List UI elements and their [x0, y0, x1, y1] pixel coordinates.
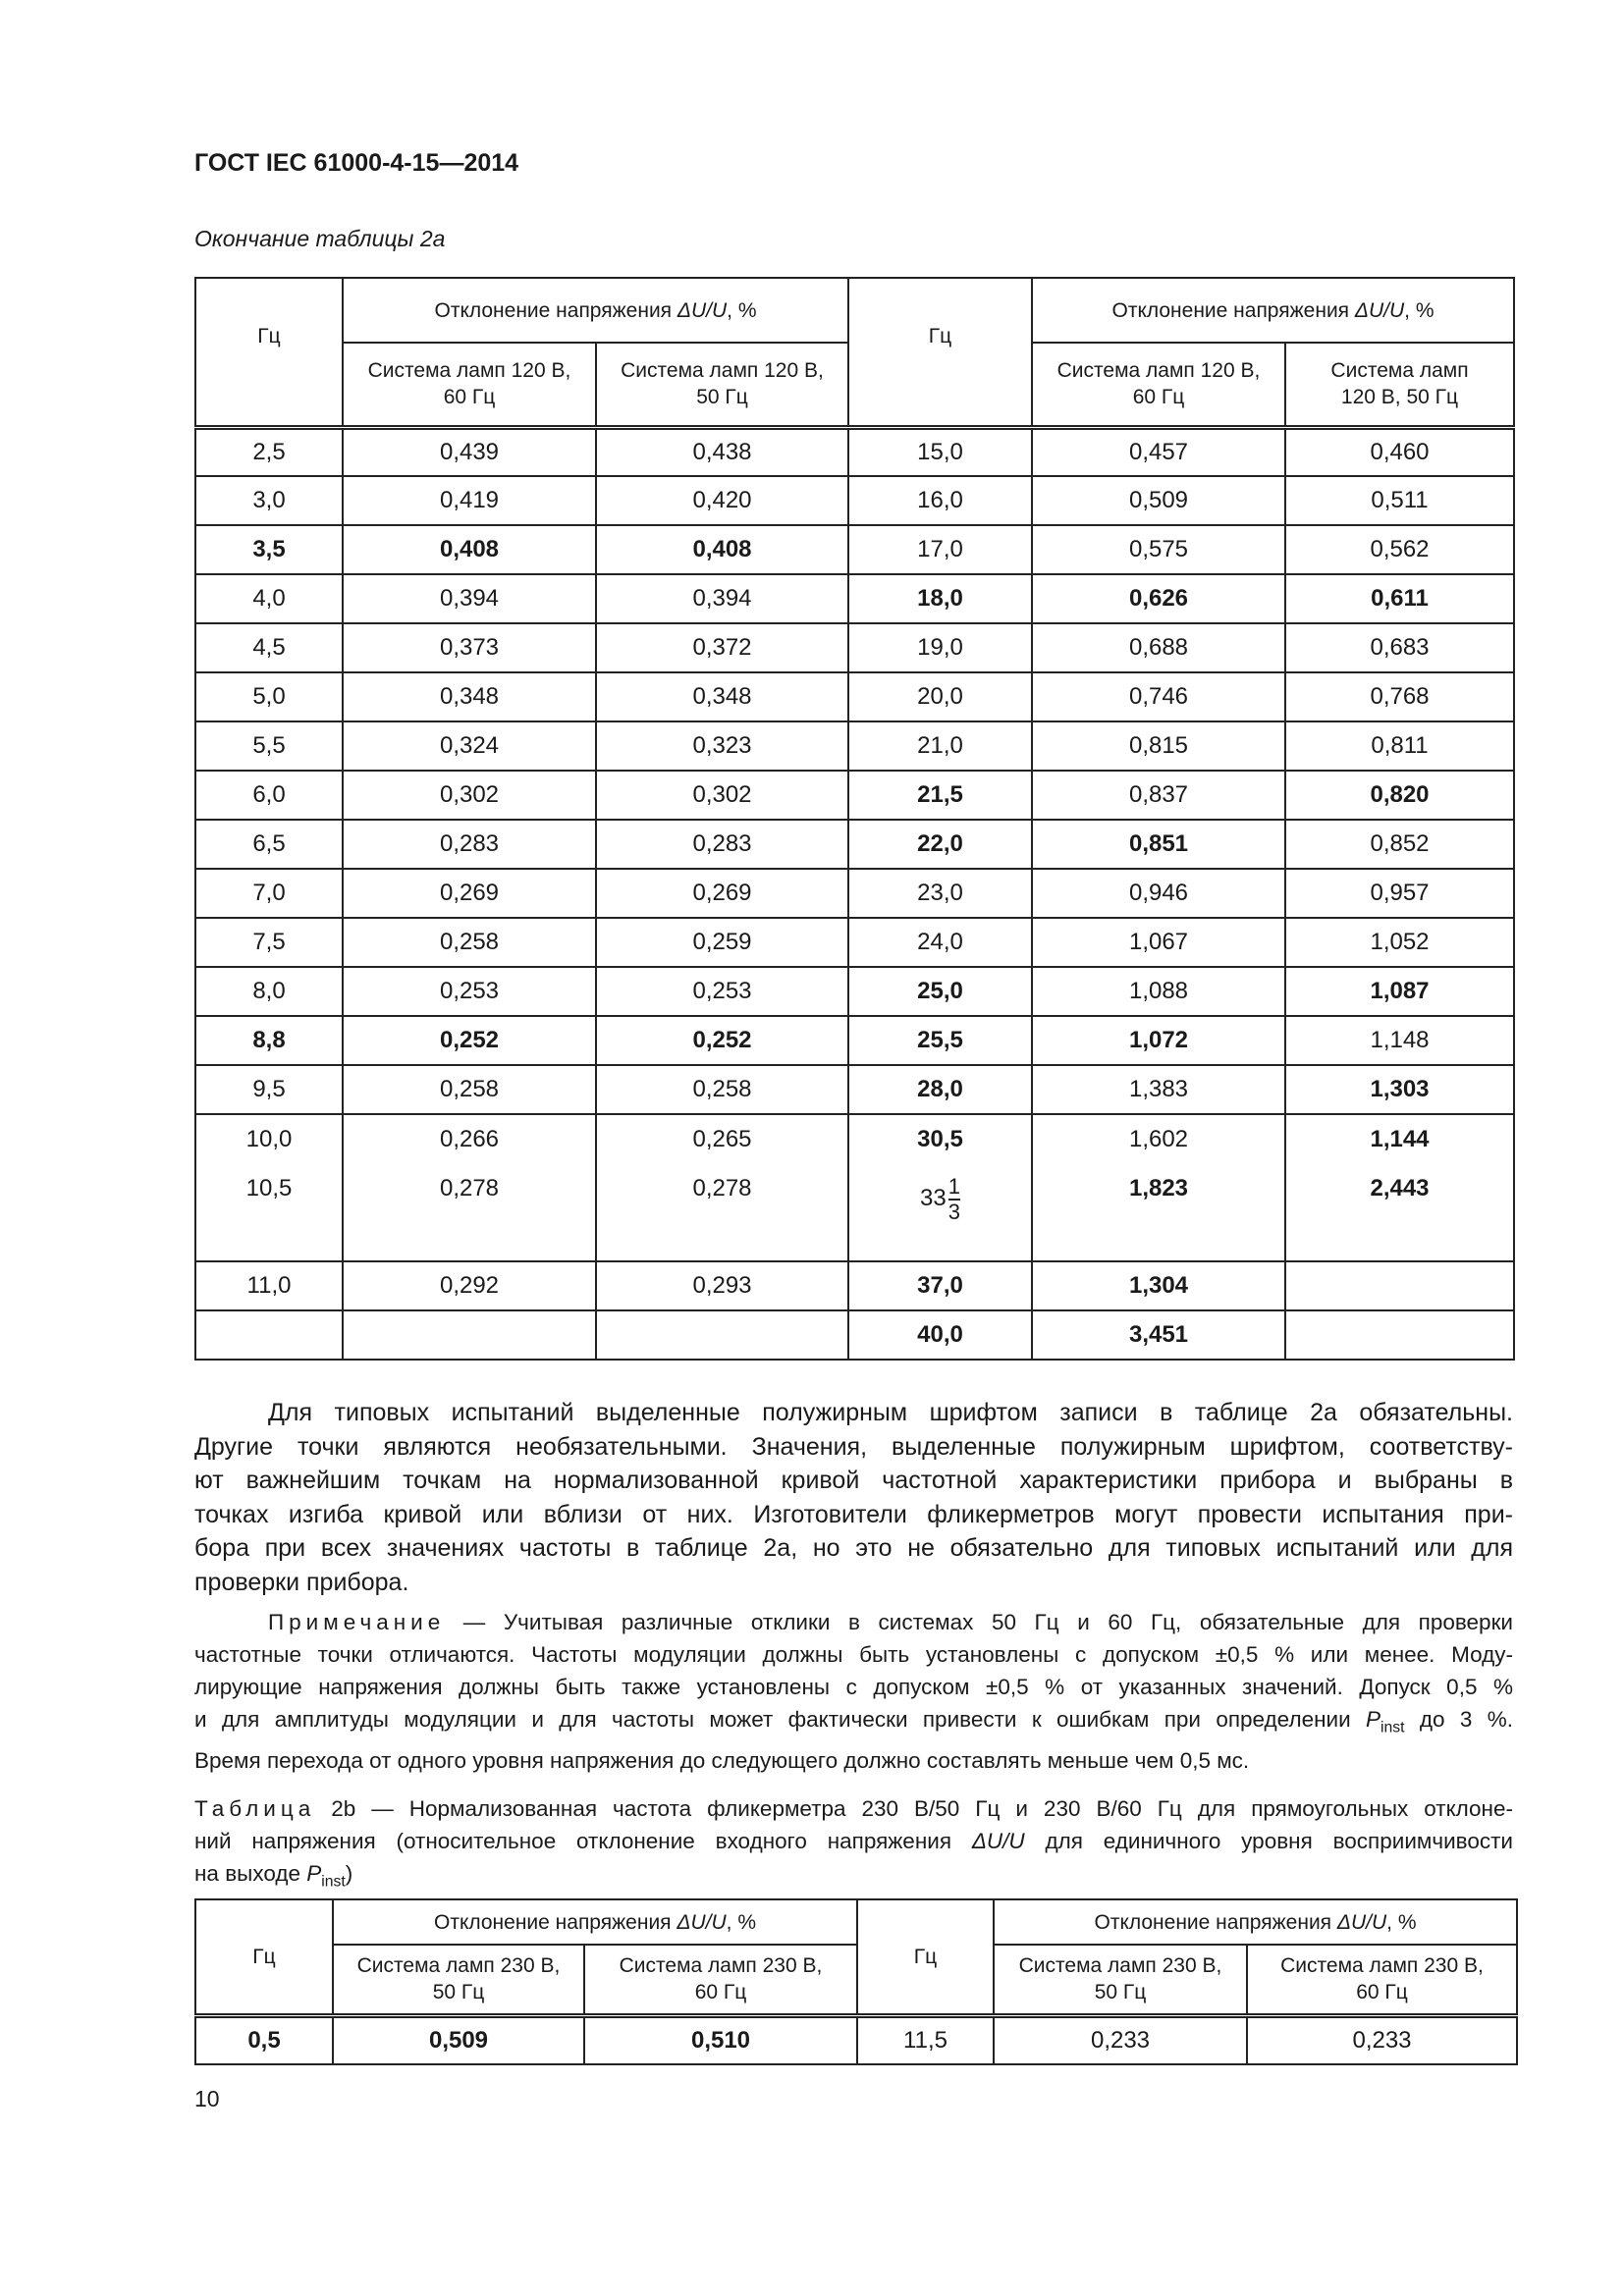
group-header-var: ΔU/U: [677, 1910, 727, 1934]
fraction-whole: 33: [920, 1185, 947, 1211]
sub-header: Система ламп 230 В, 50 Гц: [994, 1945, 1247, 2015]
sub-header: Система ламп 230 В, 60 Гц: [584, 1945, 857, 2015]
table-cell: 0,283: [343, 820, 596, 869]
table-cell: 4,5: [195, 623, 343, 672]
table-cell: 0,323: [596, 721, 848, 771]
table-cell: 2,5: [195, 427, 343, 476]
table-row: [195, 820, 1514, 869]
table-cell: 0,626: [1032, 574, 1285, 623]
table-cell: 25,0: [848, 967, 1032, 1016]
table-cell: 5,5: [195, 721, 343, 771]
caption-line: [194, 1857, 1513, 1898]
sub-header: Система ламп 120 В, 60 Гц: [1032, 343, 1285, 427]
group-header-suffix: , %: [1404, 298, 1435, 322]
caption-line: [194, 1825, 1513, 1857]
table-row: [195, 1261, 1514, 1310]
table-row: [195, 1016, 1514, 1065]
paragraph-line: точках изгиба кривой или вблизи от них. Изготовители фликерметров могут провести испытания при-: [194, 1500, 1513, 1528]
table-cell: [1285, 1310, 1514, 1360]
table-cell: 19,0: [848, 623, 1032, 672]
cell-line: 10,5: [245, 1175, 293, 1201]
table-2b: [194, 1898, 1518, 2065]
table-cell: 0,408: [596, 525, 848, 574]
sub-header: Система ламп 230 В, 60 Гц: [1247, 1945, 1517, 2015]
group-header-suffix: , %: [727, 298, 757, 322]
sub-header: Система ламп 120 В, 50 Гц: [1285, 343, 1514, 427]
table-cell: 23,0: [848, 869, 1032, 918]
table-cell: 0,269: [343, 869, 596, 918]
table-cell: 0,852: [1285, 820, 1514, 869]
body-paragraph: [194, 1396, 1513, 1599]
group-header-text: Отклонение напряжения: [1094, 1910, 1337, 1934]
fraction-value: [849, 1164, 1031, 1233]
cell-line: 1,602: [1128, 1126, 1189, 1152]
table-cell: 20,0: [848, 672, 1032, 721]
table-row: [195, 2015, 1517, 2064]
table-row: [195, 1310, 1514, 1360]
table-cell: 1,072: [1032, 1016, 1285, 1065]
table-2b-caption: [194, 1792, 1513, 1898]
note-line: — Учитывая различные отклики в системах 50 Гц и 60 Гц, обязательные для проверки: [445, 1610, 1513, 1634]
table-cell: 0,394: [596, 574, 848, 623]
table-cell: 0,283: [596, 820, 848, 869]
table-cell: 5,0: [195, 672, 343, 721]
cell-line: 0,266: [439, 1126, 500, 1152]
table-cell: 28,0: [848, 1065, 1032, 1114]
table-cell: 0,253: [596, 967, 848, 1016]
group-header-text: Отклонение напряжения: [434, 298, 677, 322]
table-row: [195, 623, 1514, 672]
table-row: [195, 967, 1514, 1016]
table-cell: 21,0: [848, 721, 1032, 771]
fraction: [948, 1175, 960, 1224]
table-cell: [1285, 1261, 1514, 1310]
table-cell: 0,259: [596, 918, 848, 967]
group-header-suffix: , %: [726, 1910, 756, 1934]
table-cell: 9,5: [195, 1065, 343, 1114]
note-text: и для амплитуды модуляции и для частоты может фактически привести к ошибкам при определении: [194, 1707, 1366, 1732]
caption-text: 2b — Нормализованная частота фликерметра 230 В/50 Гц и 230 В/60 Гц для прямоугольных отклоне-: [315, 1796, 1513, 1821]
col-hz-header: Гц: [195, 278, 343, 427]
table-cell: 0,683: [1285, 623, 1514, 672]
table-cell: 0,811: [1285, 721, 1514, 771]
note-label: Примечание: [268, 1610, 446, 1634]
table-cell: 0,457: [1032, 427, 1285, 476]
note-sub: inst: [1380, 1719, 1405, 1736]
note-var: P: [1366, 1707, 1381, 1732]
table-cell: 18,0: [848, 574, 1032, 623]
table-cell: 6,5: [195, 820, 343, 869]
table-cell: 11,5: [857, 2015, 994, 2064]
note-line: [194, 1703, 1513, 1744]
table-cell: 0,946: [1032, 869, 1285, 918]
group-header-var: ΔU/U: [677, 298, 728, 322]
table-cell: 0,511: [1285, 476, 1514, 525]
table-cell: 1,303: [1285, 1065, 1514, 1114]
group-header-var: ΔU/U: [1354, 298, 1405, 322]
table-cell: 0,233: [1247, 2015, 1517, 2064]
table-cell: 0,372: [596, 623, 848, 672]
table-cell: 0,420: [596, 476, 848, 525]
table-cell: 0,292: [343, 1261, 596, 1310]
table-cell: 0,302: [343, 771, 596, 820]
table-cell: 0,373: [343, 623, 596, 672]
caption-text: ): [345, 1861, 353, 1886]
table-cell: 37,0: [848, 1261, 1032, 1310]
table-cell: 21,5: [848, 771, 1032, 820]
paragraph-line: проверки прибора.: [194, 1568, 409, 1596]
table-cell: 1,067: [1032, 918, 1285, 967]
table-cell: [343, 1310, 596, 1360]
table-cell: 1,383: [1032, 1065, 1285, 1114]
table-cell: 1,304: [1032, 1261, 1285, 1310]
sub-header: Система ламп 230 В, 50 Гц: [333, 1945, 584, 2015]
table-row: [195, 721, 1514, 771]
col-hz-header: Гц: [848, 278, 1032, 427]
cell-line: 0,278: [692, 1175, 752, 1201]
table-cell: 0,815: [1032, 721, 1285, 771]
table-cell: 0,509: [333, 2015, 584, 2064]
table-cell: [1032, 1114, 1285, 1261]
cell-line: 10,0: [245, 1126, 293, 1152]
paragraph-line: бора при всех значениях частоты в таблице 2а, но это не обязательно для типовых испытаний или для: [194, 1534, 1513, 1562]
table-cell: [848, 1114, 1032, 1261]
table-cell: 7,0: [195, 869, 343, 918]
table-cell: 0,746: [1032, 672, 1285, 721]
table-cell: 4,0: [195, 574, 343, 623]
table-cell: 16,0: [848, 476, 1032, 525]
caption-text: на выходе: [194, 1861, 307, 1886]
paragraph-line: Другие точки являются необязательными. Значения, выделенные полужирным шрифтом, соответству-: [194, 1432, 1513, 1461]
table-cell: 0,258: [596, 1065, 848, 1114]
table-cell: [195, 1114, 343, 1261]
table-cell: 0,348: [343, 672, 596, 721]
table-cell: 0,509: [1032, 476, 1285, 525]
table-cell: 0,252: [343, 1016, 596, 1065]
table-cell: 0,348: [596, 672, 848, 721]
table-cell: 8,0: [195, 967, 343, 1016]
table-row: [195, 525, 1514, 574]
group-header: [343, 278, 848, 343]
table-cell: 24,0: [848, 918, 1032, 967]
table-cell: 0,258: [343, 1065, 596, 1114]
table-cell: 0,439: [343, 427, 596, 476]
table-cell: [596, 1114, 848, 1261]
table-cell: 17,0: [848, 525, 1032, 574]
table-cell: 0,851: [1032, 820, 1285, 869]
note-line: частотные точки отличаются. Частоты модуляции должны быть установлены с допуском ±0,5 % или менее. Моду-: [194, 1642, 1513, 1667]
caption-sub: inst: [321, 1873, 346, 1891]
caption-var: P: [306, 1861, 322, 1886]
group-header-var: ΔU/U: [1336, 1910, 1387, 1934]
note-line: Время перехода от одного уровня напряжения до следующего должно составлять меньше чем 0,5 мс.: [194, 1747, 1250, 1773]
table-row: [195, 427, 1514, 476]
cell-line: 0,265: [692, 1126, 752, 1152]
table-cell: 0,324: [343, 721, 596, 771]
table-row: [195, 771, 1514, 820]
col-hz-header: Гц: [857, 1899, 994, 2015]
table-cell: 3,451: [1032, 1310, 1285, 1360]
table-cell: 0,394: [343, 574, 596, 623]
table-cell: [195, 1310, 343, 1360]
table-continuation-label: Окончание таблицы 2а: [194, 226, 446, 251]
table-cell: 6,0: [195, 771, 343, 820]
caption-text: ний напряжения (относительное отклонение входного напряжения: [194, 1829, 972, 1853]
table-cell: 0,837: [1032, 771, 1285, 820]
fraction-numerator: 1: [947, 1173, 960, 1199]
fraction-denominator: 3: [947, 1199, 960, 1224]
table-cell: [596, 1310, 848, 1360]
table-cell: 11,0: [195, 1261, 343, 1310]
paragraph-line: Для типовых испытаний выделенные полужирным шрифтом записи в таблице 2а обязательны.: [268, 1399, 1513, 1426]
table-cell: 0,688: [1032, 623, 1285, 672]
group-header-suffix: , %: [1386, 1910, 1417, 1934]
table-cell: 8,8: [195, 1016, 343, 1065]
table-cell: 25,5: [848, 1016, 1032, 1065]
document-title: ГОСТ IEC 61000-4-15—2014: [194, 149, 519, 177]
cell-line: 1,144: [1370, 1126, 1430, 1152]
cell-line: 0,278: [439, 1175, 500, 1201]
table-cell: 0,611: [1285, 574, 1514, 623]
table-row: [195, 1065, 1514, 1114]
note-text: до 3 %.: [1404, 1707, 1513, 1732]
table-cell: 0,768: [1285, 672, 1514, 721]
table-cell: [1285, 1114, 1514, 1261]
table-cell: 0,269: [596, 869, 848, 918]
table-cell: 1,148: [1285, 1016, 1514, 1065]
caption-var: ΔU/U: [971, 1829, 1025, 1853]
table-cell: 0,575: [1032, 525, 1285, 574]
table-row: [195, 1114, 1514, 1261]
table-cell: 0,252: [596, 1016, 848, 1065]
table-cell: 0,957: [1285, 869, 1514, 918]
caption-text: для единичного уровня восприимчивости: [1024, 1829, 1513, 1853]
table-cell: 0,253: [343, 967, 596, 1016]
table-cell: 0,408: [343, 525, 596, 574]
table-2a: [194, 277, 1515, 1361]
sub-header: Система ламп 120 В, 60 Гц: [343, 343, 596, 427]
table-cell: [343, 1114, 596, 1261]
note-line: лирующие напряжения должны быть также установлены с допуском ±0,5 % от указанных значений. Допуск 0,5 %: [194, 1675, 1513, 1699]
table-cell: 0,293: [596, 1261, 848, 1310]
table-cell: 0,5: [195, 2015, 333, 2064]
table-cell: 1,087: [1285, 967, 1514, 1016]
group-header: [1032, 278, 1514, 343]
table-cell: 0,562: [1285, 525, 1514, 574]
table-cell: 0,302: [596, 771, 848, 820]
cell-line: 30,5: [917, 1126, 963, 1152]
table-row: [195, 869, 1514, 918]
page-number: 10: [194, 2086, 220, 2111]
table-row: [195, 574, 1514, 623]
table-cell: 0,510: [584, 2015, 857, 2064]
table-cell: 15,0: [848, 427, 1032, 476]
table-cell: 7,5: [195, 918, 343, 967]
cell-line: 2,443: [1370, 1175, 1430, 1201]
table-cell: 1,052: [1285, 918, 1514, 967]
table-cell: 0,820: [1285, 771, 1514, 820]
cell-line: 1,823: [1128, 1175, 1189, 1201]
table-cell: 0,460: [1285, 427, 1514, 476]
table-cell: 3,5: [195, 525, 343, 574]
group-header-text: Отклонение напряжения: [1111, 298, 1355, 322]
caption-label: Таблица: [194, 1796, 316, 1821]
table-row: [195, 476, 1514, 525]
note-paragraph: [194, 1606, 1513, 1777]
table-cell: 0,233: [994, 2015, 1247, 2064]
col-hz-header: Гц: [195, 1899, 333, 2015]
table-cell: 3,0: [195, 476, 343, 525]
table-cell: 40,0: [848, 1310, 1032, 1360]
table-cell: 0,419: [343, 476, 596, 525]
sub-header: Система ламп 120 В, 50 Гц: [596, 343, 848, 427]
table-cell: 0,438: [596, 427, 848, 476]
group-header-text: Отклонение напряжения: [434, 1910, 677, 1934]
table-cell: 22,0: [848, 820, 1032, 869]
table-cell: 1,088: [1032, 967, 1285, 1016]
group-header: [333, 1899, 857, 1945]
group-header: [994, 1899, 1517, 1945]
table-row: [195, 672, 1514, 721]
table-row: [195, 918, 1514, 967]
table-cell: 0,258: [343, 918, 596, 967]
paragraph-line: ют важнейшим точкам на нормализованной кривой частотной характеристики прибора и выбраны в: [194, 1467, 1513, 1494]
